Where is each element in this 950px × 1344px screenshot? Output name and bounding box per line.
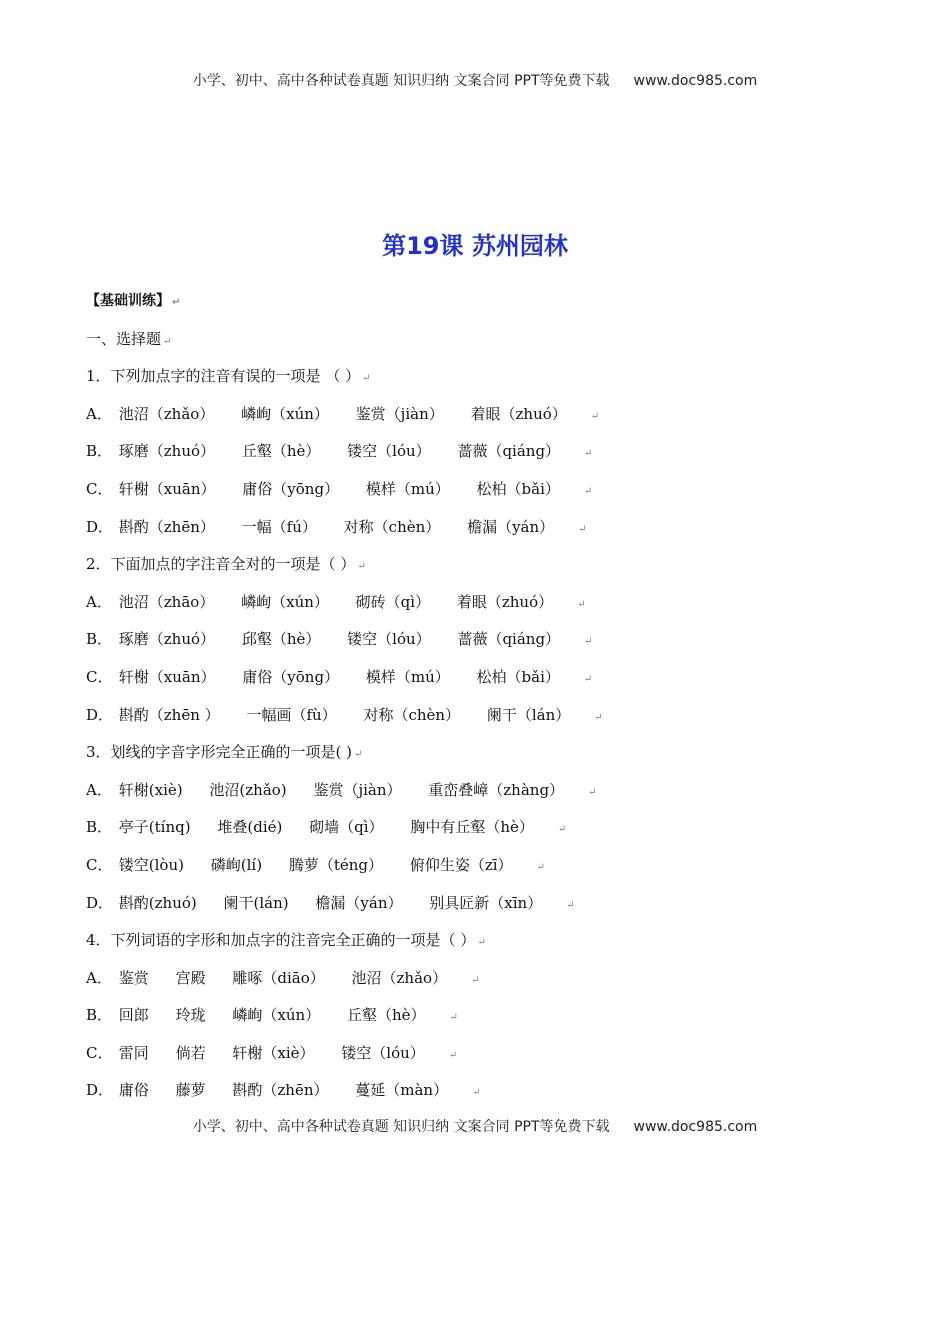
option-item: 镂空（lóu） <box>341 1043 425 1062</box>
option-item: 阑干（lán） <box>486 705 571 724</box>
option-row: A． 轩榭(xiè) 池沼(zhǎo) 鉴赏（jiàn） 重峦叠嶂（zhàng） ↵ <box>86 775 886 813</box>
option-item: 亭子(tínq) <box>118 818 191 837</box>
option-item: 镂空(lòu) <box>118 855 184 874</box>
option-item: 着眼（zhuó） <box>470 404 567 423</box>
option-letter: C． <box>86 855 113 874</box>
footer-text: 小学、初中、高中各种试卷真题 知识归纳 文案合同 PPT等免费下载 <box>192 1119 610 1135</box>
option-item: 砌砖（qì） <box>355 592 431 611</box>
option-item: 松柏（bǎi） <box>476 479 560 498</box>
option-item: 别具匠新（xīn） <box>429 893 543 912</box>
option-item: 宫殿 <box>175 968 206 987</box>
option-letter: A． <box>86 780 112 799</box>
option-item: 斟酌（zhēn ） <box>118 705 220 724</box>
option-item: 轩榭（xuān） <box>118 479 216 498</box>
option-item: 丘壑（hè） <box>241 442 321 461</box>
option-item: 松柏（bǎi） <box>476 667 560 686</box>
option-item: 庸俗（yōng） <box>242 479 340 498</box>
option-item: 嶙峋（xún） <box>232 1006 321 1025</box>
footer-site: www.doc985.com <box>633 1119 758 1135</box>
option-row: D． 斟酌(zhuó) 阑干(lán) 檐漏（yán） 别具匠新（xīn） ↵ <box>86 888 886 926</box>
option-row: C． 雷同 倘若 轩榭（xiè） 镂空（lóu） ↵ <box>86 1038 886 1076</box>
option-row: D． 庸俗 藤萝 斟酌（zhēn） 蔓延（màn） ↵ <box>86 1075 886 1113</box>
option-row: A． 池沼（zhāo） 嶙峋（xún） 砌砖（qì） 着眼（zhuó） ↵ <box>86 587 886 625</box>
option-item: 重峦叠嶂（zhàng） <box>428 780 565 799</box>
option-item: 一幅（fú） <box>241 517 317 536</box>
option-item: 蔷薇（qiáng） <box>457 442 561 461</box>
option-item: 嶙峋（xún） <box>241 404 329 423</box>
option-item: 嶙峋（xún） <box>241 592 329 611</box>
option-letter: C． <box>86 1043 113 1062</box>
option-letter: D． <box>86 517 114 536</box>
option-row: B． 亭子(tínq) 堆叠(dié) 砌墙（qì） 胸中有丘壑（hè） ↵ <box>86 812 886 850</box>
option-item: 庸俗（yōng） <box>242 667 340 686</box>
option-item: 模样（mú） <box>365 479 450 498</box>
option-item: 砌墙（qì） <box>309 818 384 837</box>
option-item: 蔓延（màn） <box>355 1081 449 1100</box>
question-stem: 1．下列加点字的注音有误的一项是 （ ） ↵ <box>86 367 371 386</box>
page-footer <box>0 1116 950 1136</box>
option-item: 俯仰生姿（zī） <box>409 855 513 874</box>
option-item: 磷峋(lí) <box>210 855 263 874</box>
option-item: 堆叠(dié) <box>217 818 283 837</box>
option-letter: B． <box>86 818 113 837</box>
option-item: 斟酌(zhuó) <box>118 893 197 912</box>
option-item: 轩榭(xiè) <box>118 780 183 799</box>
option-item: 镂空（lóu） <box>347 630 431 649</box>
header-text: 小学、初中、高中各种试卷真题 知识归纳 文案合同 PPT等免费下载 <box>192 73 610 89</box>
option-letter: A． <box>86 592 112 611</box>
option-item: 斟酌（zhēn） <box>232 1081 329 1100</box>
option-letter: A． <box>86 968 112 987</box>
option-item: 玲珑 <box>175 1006 206 1025</box>
option-row: C． 镂空(lòu) 磷峋(lí) 腾萝（téng） 俯仰生姿（zī） ↵ <box>86 850 886 888</box>
option-letter: A． <box>86 404 112 423</box>
option-item: 蔷薇（qiáng） <box>457 630 561 649</box>
option-item: 檐漏（yán） <box>315 893 403 912</box>
option-item: 模样（mú） <box>365 667 450 686</box>
option-row: A． 池沼（zhǎo） 嶙峋（xún） 鉴赏（jiàn） 着眼（zhuó） ↵ <box>86 399 886 437</box>
page-title: 第19课 苏州园林 <box>382 232 568 260</box>
option-item: 轩榭（xuān） <box>118 667 216 686</box>
option-row: B． 琢磨（zhuó） 邱壑（hè） 镂空（lóu） 蔷薇（qiáng） ↵ <box>86 624 886 662</box>
option-item: 鉴赏（jiàn） <box>355 404 444 423</box>
option-item: 镂空（lóu） <box>347 442 431 461</box>
option-row: A． 鉴赏 宫殿 雕啄（diāo） 池沼（zhǎo） ↵ <box>86 963 886 1001</box>
option-row: C． 轩榭（xuān） 庸俗（yōng） 模样（mú） 松柏（bǎi） ↵ <box>86 474 886 512</box>
option-letter: B． <box>86 630 113 649</box>
option-letter: D． <box>86 1081 114 1100</box>
option-letter: D． <box>86 705 114 724</box>
option-item: 池沼（zhǎo） <box>351 968 448 987</box>
option-item: 雷同 <box>118 1043 149 1062</box>
page-header <box>0 70 950 90</box>
option-item: 回郎 <box>118 1006 149 1025</box>
question-stem: 3．划线的字音字形完全正确的一项是( ) ↵ <box>86 743 363 762</box>
option-item: 池沼（zhāo） <box>118 592 215 611</box>
option-letter: D． <box>86 893 114 912</box>
option-item: 轩榭（xiè） <box>232 1043 315 1062</box>
option-item: 庸俗 <box>118 1081 149 1100</box>
option-item: 琢磨（zhuó） <box>118 442 216 461</box>
option-letter: B． <box>86 1006 113 1025</box>
option-item: 一幅画（fù） <box>246 705 337 724</box>
option-item: 丘壑（hè） <box>346 1006 426 1025</box>
option-item: 池沼(zhǎo) <box>209 780 287 799</box>
option-item: 对称（chèn） <box>363 705 461 724</box>
header-site: www.doc985.com <box>633 73 758 89</box>
option-letter: B． <box>86 442 113 461</box>
section-heading: 【基础训练】 ↵ <box>86 293 181 309</box>
option-row: B． 回郎 玲珑 嶙峋（xún） 丘壑（hè） ↵ <box>86 1000 886 1038</box>
option-item: 腾萝（téng） <box>288 855 384 874</box>
option-item: 胸中有丘壑（hè） <box>410 818 534 837</box>
option-item: 琢磨（zhuó） <box>118 630 216 649</box>
option-item: 倘若 <box>175 1043 206 1062</box>
exercise-body <box>86 286 886 1113</box>
option-item: 对称（chèn） <box>343 517 441 536</box>
question-stem: 4．下列词语的字形和加点字的注音完全正确的一项是（ ） ↵ <box>86 931 486 950</box>
option-row: B． 琢磨（zhuó） 丘壑（hè） 镂空（lóu） 蔷薇（qiáng） ↵ <box>86 436 886 474</box>
subsection-heading: 一、选择题 ↵ <box>86 329 172 348</box>
option-item: 阑干(lán) <box>223 893 289 912</box>
option-row: D． 斟酌（zhēn） 一幅（fú） 对称（chèn） 檐漏（yán） ↵ <box>86 512 886 550</box>
option-row: C． 轩榭（xuān） 庸俗（yōng） 模样（mú） 松柏（bǎi） ↵ <box>86 662 886 700</box>
option-item: 檐漏（yán） <box>467 517 555 536</box>
option-item: 藤萝 <box>175 1081 206 1100</box>
option-item: 鉴赏 <box>118 968 149 987</box>
option-item: 邱壑（hè） <box>241 630 321 649</box>
option-item: 池沼（zhǎo） <box>118 404 215 423</box>
option-letter: C． <box>86 479 113 498</box>
option-item: 着眼（zhuó） <box>456 592 554 611</box>
option-item: 鉴赏（jiàn） <box>313 780 402 799</box>
question-stem: 2．下面加点的字注音全对的一项是（ ） ↵ <box>86 555 366 574</box>
option-item: 斟酌（zhēn） <box>118 517 215 536</box>
option-row: D． 斟酌（zhēn ） 一幅画（fù） 对称（chèn） 阑干（lán） ↵ <box>86 700 886 738</box>
option-letter: C． <box>86 667 113 686</box>
option-item: 雕啄（diāo） <box>232 968 325 987</box>
